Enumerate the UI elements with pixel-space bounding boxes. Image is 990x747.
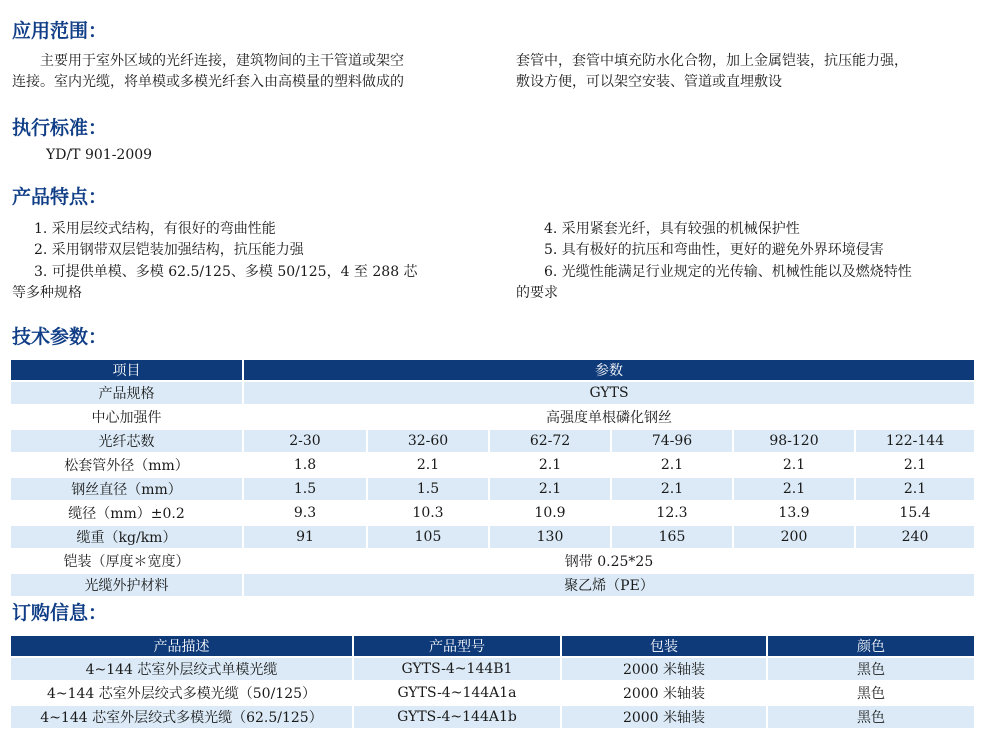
section-heading-order: 订购信息： — [12, 602, 108, 624]
order-cell-packaging: 2000 米轴装 — [561, 705, 767, 728]
tech-header-row — [11, 360, 974, 381]
order-cell-model: GYTS-4~144A1a — [353, 681, 561, 705]
tech-row-tube-diameter — [11, 453, 974, 477]
tech-cell: 122-144 — [855, 429, 974, 453]
order-row — [11, 705, 974, 728]
feature-item-3-line1: 3. 可提供单模、多模 62.5/125、多模 50/125，4 至 288 芯 — [34, 264, 418, 280]
tech-value: GYTS — [243, 381, 974, 405]
tech-label: 光纤芯数 — [11, 429, 243, 453]
order-cell-packaging: 2000 米轴装 — [561, 657, 767, 681]
tech-cell: 2.1 — [855, 453, 974, 477]
tech-cell: 12.3 — [611, 501, 733, 525]
tech-cell: 2.1 — [489, 453, 611, 477]
application-text-left-line2: 连接。室内光缆，将单模或多模光纤套入由高模量的塑料做成的 — [12, 74, 404, 90]
tech-value: 高强度单根磷化钢丝 — [243, 405, 974, 429]
order-header-color: 颜色 — [767, 636, 974, 657]
tech-label: 产品规格 — [11, 381, 243, 405]
tech-cell: 74-96 — [611, 429, 733, 453]
tech-value: 钢带 0.25*25 — [243, 549, 974, 573]
tech-cell: 62-72 — [489, 429, 611, 453]
order-row — [11, 681, 974, 705]
order-header-row — [11, 636, 974, 657]
tech-row-cable-diameter — [11, 501, 974, 525]
tech-row-cable-weight — [11, 525, 974, 549]
tech-row-fiber-count — [11, 429, 974, 453]
tech-cell: 10.9 — [489, 501, 611, 525]
order-cell-color: 黑色 — [767, 705, 974, 728]
tech-label: 铠装（厚度＊宽度） — [11, 549, 243, 573]
feature-item-6-line2: 的要求 — [516, 285, 558, 301]
tech-cell: 13.9 — [733, 501, 855, 525]
section-heading-application: 应用范围： — [12, 20, 108, 42]
tech-row-sheath — [11, 573, 974, 596]
tech-cell: 105 — [367, 525, 489, 549]
tech-cell: 32-60 — [367, 429, 489, 453]
feature-item-1: 1. 采用层绞式结构，有很好的弯曲性能 — [34, 221, 276, 237]
feature-item-4: 4. 采用紧套光纤，具有较强的机械保护性 — [544, 221, 800, 237]
application-text-left-line1: 主要用于室外区域的光纤连接，建筑物间的主干管道或架空 — [40, 53, 404, 69]
tech-cell: 1.8 — [243, 453, 367, 477]
order-cell-description: 4~144 芯室外层绞式单模光缆 — [11, 657, 353, 681]
tech-cell: 2.1 — [611, 477, 733, 501]
feature-item-3-line2: 等多种规格 — [12, 285, 82, 301]
tech-cell: 2.1 — [489, 477, 611, 501]
tech-cell: 1.5 — [367, 477, 489, 501]
tech-cell: 2-30 — [243, 429, 367, 453]
tech-cell: 9.3 — [243, 501, 367, 525]
tech-cell: 1.5 — [243, 477, 367, 501]
feature-item-2: 2. 采用钢带双层铠装加强结构，抗压能力强 — [34, 242, 304, 258]
order-header-packaging: 包装 — [561, 636, 767, 657]
tech-value: 聚乙烯（PE） — [243, 573, 974, 596]
section-heading-standard: 执行标准： — [12, 117, 108, 139]
tech-cell: 165 — [611, 525, 733, 549]
tech-params-table — [11, 360, 974, 596]
order-header-model: 产品型号 — [353, 636, 561, 657]
section-heading-tech: 技术参数： — [12, 326, 108, 348]
tech-row-armor — [11, 549, 974, 573]
tech-cell: 130 — [489, 525, 611, 549]
feature-item-5: 5. 具有极好的抗压和弯曲性，更好的避免外界环境侵害 — [544, 242, 884, 258]
tech-cell: 2.1 — [855, 477, 974, 501]
tech-cell: 2.1 — [733, 453, 855, 477]
tech-cell: 15.4 — [855, 501, 974, 525]
tech-cell: 10.3 — [367, 501, 489, 525]
section-heading-features: 产品特点： — [12, 186, 108, 208]
application-text-right-line1: 套管中，套管中填充防水化合物，加上金属铠装，抗压能力强， — [516, 53, 908, 69]
tech-header-item: 项目 — [11, 360, 243, 381]
order-header-description: 产品描述 — [11, 636, 353, 657]
order-info-table — [11, 636, 974, 728]
tech-cell: 2.1 — [367, 453, 489, 477]
tech-cell: 2.1 — [611, 453, 733, 477]
order-cell-description: 4~144 芯室外层绞式多模光缆（62.5/125） — [11, 705, 353, 728]
tech-cell: 200 — [733, 525, 855, 549]
tech-header-param: 参数 — [243, 360, 974, 381]
tech-cell: 98-120 — [733, 429, 855, 453]
tech-row-wire-diameter — [11, 477, 974, 501]
order-row — [11, 657, 974, 681]
tech-label: 钢丝直径（mm） — [11, 477, 243, 501]
tech-label: 缆重（kg/km） — [11, 525, 243, 549]
tech-row-spec — [11, 381, 974, 405]
order-cell-model: GYTS-4~144A1b — [353, 705, 561, 728]
feature-item-6-line1: 6. 光缆性能满足行业规定的光传输、机械性能以及燃烧特性 — [544, 264, 912, 280]
order-cell-color: 黑色 — [767, 657, 974, 681]
order-cell-model: GYTS-4~144B1 — [353, 657, 561, 681]
tech-cell: 91 — [243, 525, 367, 549]
tech-cell: 2.1 — [733, 477, 855, 501]
tech-label: 中心加强件 — [11, 405, 243, 429]
tech-cell: 240 — [855, 525, 974, 549]
tech-label: 缆径（mm）±0.2 — [11, 501, 243, 525]
order-cell-packaging: 2000 米轴装 — [561, 681, 767, 705]
order-cell-color: 黑色 — [767, 681, 974, 705]
tech-row-strength — [11, 405, 974, 429]
application-text-right-line2: 敷设方便，可以架空安装、管道或直埋敷设 — [516, 74, 782, 90]
tech-label: 光缆外护材料 — [11, 573, 243, 596]
tech-label: 松套管外径（mm） — [11, 453, 243, 477]
standard-value: YD/T 901-2009 — [46, 147, 153, 163]
order-cell-description: 4~144 芯室外层绞式多模光缆（50/125） — [11, 681, 353, 705]
